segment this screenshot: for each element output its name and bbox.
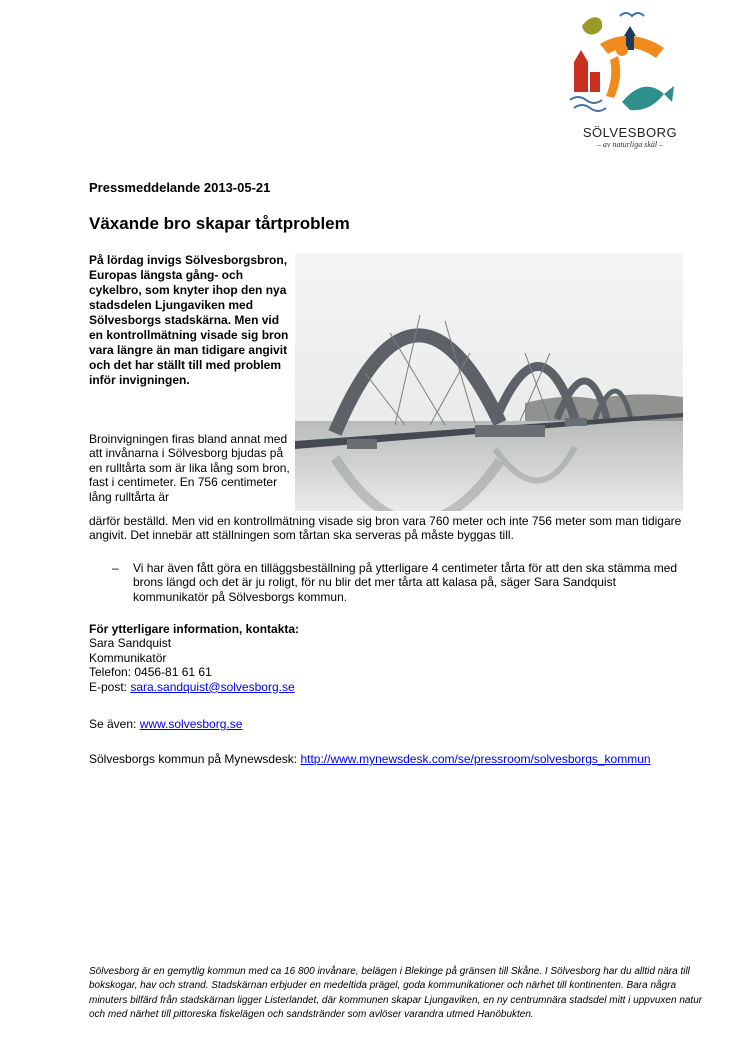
quote-dash: – (112, 561, 119, 575)
contact-email-label: E-post: (89, 679, 131, 694)
website-link[interactable]: www.solvesborg.se (139, 717, 243, 731)
bridge-photo (295, 253, 683, 511)
logo-tagline: – av naturliga skäl – (596, 140, 664, 149)
contact-phone: Telefon: 0456-81 61 61 (89, 665, 212, 680)
contact-block (89, 622, 299, 694)
contact-title: Kommunikatör (89, 650, 167, 665)
quote-paragraph: Vi har även fått göra en tilläggsbeställning på ytterligare 4 centimeter tårta för att den ska stämma med brons längd och det är ju roligt, för nu blir det mer tårta att kalasa på, säger Sara Sandquist kommunikatör på Sölvesborgs kommun. (133, 561, 678, 604)
mynewsdesk-label: Sölvesborgs kommun på Mynewsdesk: (89, 752, 301, 766)
lead-paragraph: På lördag invigs Sölvesborgsbron, Europas längsta gång- och cykelbro, som knyter ihop den nya stadsdelen Ljungaviken med Sölvesborgs stadskärna. Men vid en kontrollmätning visade sig bron vara längre än man tidigare angivit och det har ställt till med problem inför invigningen. (89, 253, 289, 387)
logo-emblem-icon (560, 6, 700, 124)
footer-boilerplate: Sölvesborg är en gemytlig kommun med ca 16 800 invånare, belägen i Blekinge på gränsen till Skåne. I Sölvesborg har du alltid nära till bokskogar, hav och strand. Stadskärnan erbjuder en medeltida prägel, goda kommunikationer och närhet till kontinenten. Bara några minuters bilfärd från stadskärnan ligger Listerlandet, där kommunen skapar Ljungaviken, en ny centrumnära stadsdel mitt i uppvuxen natur och med närhet till pittoreska fiskelägen och sandstränder som avlöser varandra utmed Hanöbukten. (89, 966, 703, 1021)
press-release-date: Pressmeddelande 2013-05-21 (89, 180, 271, 195)
contact-email-row (89, 680, 299, 694)
contact-heading: För ytterligare information, kontakta: (89, 622, 300, 636)
contact-name: Sara Sandquist (89, 636, 172, 651)
contact-email-link[interactable]: sara.sandquist@solvesborg.se (130, 679, 295, 694)
headline: Växande bro skapar tårtproblem (89, 214, 350, 233)
body-paragraph-start: Broinvigningen firas bland annat med att invånarna i Sölvesborg bjudas på en rulltårta som är lika lång som bron, fast i centimeter. En 756 centimeter lång rulltårta är (89, 432, 290, 504)
solvesborg-logo (560, 6, 700, 148)
logo-name: SÖLVESBORG (582, 125, 678, 140)
mynewsdesk-row (89, 752, 651, 766)
see-also-row (89, 717, 242, 731)
mynewsdesk-link[interactable]: http://www.mynewsdesk.com/se/pressroom/solvesborgs_kommun (300, 752, 651, 766)
see-also-label: Se även: (89, 717, 140, 731)
body-paragraph-continued: därför beställd. Men vid en kontrollmätning visade sig bron vara 760 meter och inte 756 meter som man tidigare angivit. Det innebär att ställningen som tårtan ska serveras på måste byggas till. (89, 514, 682, 543)
